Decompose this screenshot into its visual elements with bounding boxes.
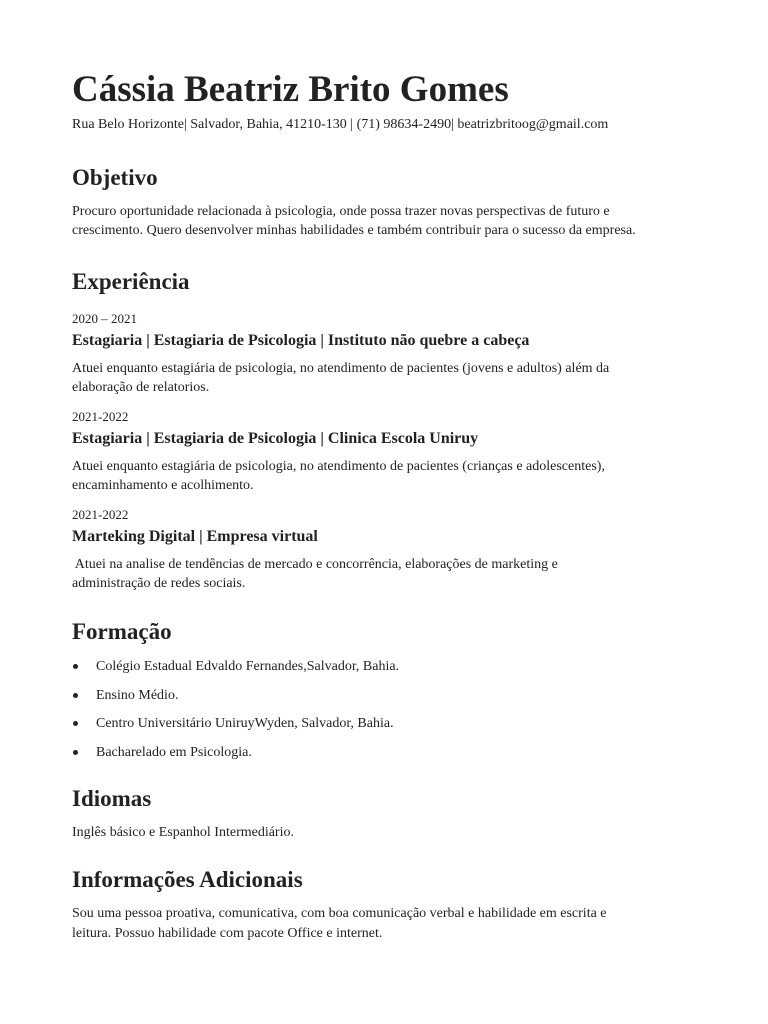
experience-period: 2021-2022 — [72, 506, 129, 522]
education-item-text: Ensino Médio. — [96, 687, 179, 703]
experience-description-line: elaboração de relatorios. — [72, 380, 210, 395]
experience-description-line: Atuei enquanto estagiária de psicologia, no atendimento de pacientes (crianças e adolescentes), — [72, 458, 605, 474]
experience-description — [72, 457, 712, 496]
education-heading: Formação — [72, 618, 172, 644]
objective-section — [72, 163, 712, 241]
education-item-text: Centro Universitário UniruyWyden, Salvador, Bahia. — [96, 716, 394, 731]
candidate-name: Cássia Beatriz Brito Gomes — [72, 69, 509, 110]
experience-item — [72, 309, 712, 398]
education-section — [72, 617, 712, 763]
experience-description — [72, 555, 712, 594]
experience-item — [72, 505, 712, 594]
contact-info: Rua Belo Horizonte| Salvador, Bahia, 41210-130 | (71) 98634-2490| beatrizbritoog@gmail.com — [72, 117, 609, 132]
objective-heading: Objetivo — [72, 165, 158, 190]
additional-info-section — [72, 865, 712, 944]
experience-title: Marteking Digital | Empresa virtual — [72, 527, 318, 545]
education-item — [72, 743, 712, 763]
bullet-icon — [73, 750, 78, 755]
additional-info-line: leitura. Possuo habilidade com pacote Office e internet. — [72, 925, 383, 941]
experience-heading: Experiência — [72, 269, 190, 294]
resume-content — [72, 68, 712, 943]
experience-title: Estagiaria | Estagiaria de Psicologia | Clinica Escola Uniruy — [72, 429, 479, 447]
experience-description-line: Atuei enquanto estagiária de psicologia, no atendimento de pacientes (jovens e adultos) além da — [72, 360, 610, 376]
bullet-icon — [73, 721, 78, 726]
languages-section — [72, 784, 712, 843]
experience-period: 2020 – 2021 — [72, 310, 137, 326]
objective-text — [72, 202, 712, 241]
education-item — [72, 657, 712, 677]
experience-title: Estagiaria | Estagiaria de Psicologia | Instituto não quebre a cabeça — [72, 331, 530, 349]
additional-info-text — [72, 904, 712, 943]
languages-heading: Idiomas — [72, 785, 152, 811]
experience-section — [72, 267, 712, 594]
experience-item — [72, 407, 712, 496]
experience-description — [72, 359, 712, 398]
objective-line: crescimento. Quero desenvolver minhas habilidades e também contribuir para o sucesso da empresa. — [72, 223, 636, 238]
education-item-text: Bacharelado em Psicologia. — [96, 744, 252, 760]
languages-text: Inglês básico e Espanhol Intermediário. — [72, 824, 294, 840]
additional-info-heading: Informações Adicionais — [72, 866, 303, 892]
experience-period: 2021-2022 — [72, 408, 129, 424]
experience-description-line: administração de redes sociais. — [72, 576, 246, 591]
additional-info-line: Sou uma pessoa proativa, comunicativa, com boa comunicação verbal e habilidade em escrita e — [72, 906, 607, 921]
experience-description-line: encaminhamento e acolhimento. — [72, 478, 254, 493]
education-item-text: Colégio Estadual Edvaldo Fernandes,Salvador, Bahia. — [96, 659, 400, 674]
education-item — [72, 714, 712, 734]
bullet-icon — [73, 693, 78, 698]
education-list — [72, 657, 712, 763]
bullet-icon — [73, 664, 78, 669]
education-item — [72, 686, 712, 706]
objective-line: Procuro oportunidade relacionada à psicologia, onde possa trazer novas perspectivas de futuro e — [72, 203, 610, 219]
experience-description-line: Atuei na analise de tendências de mercado e concorrência, elaborações de marketing e — [72, 556, 558, 572]
